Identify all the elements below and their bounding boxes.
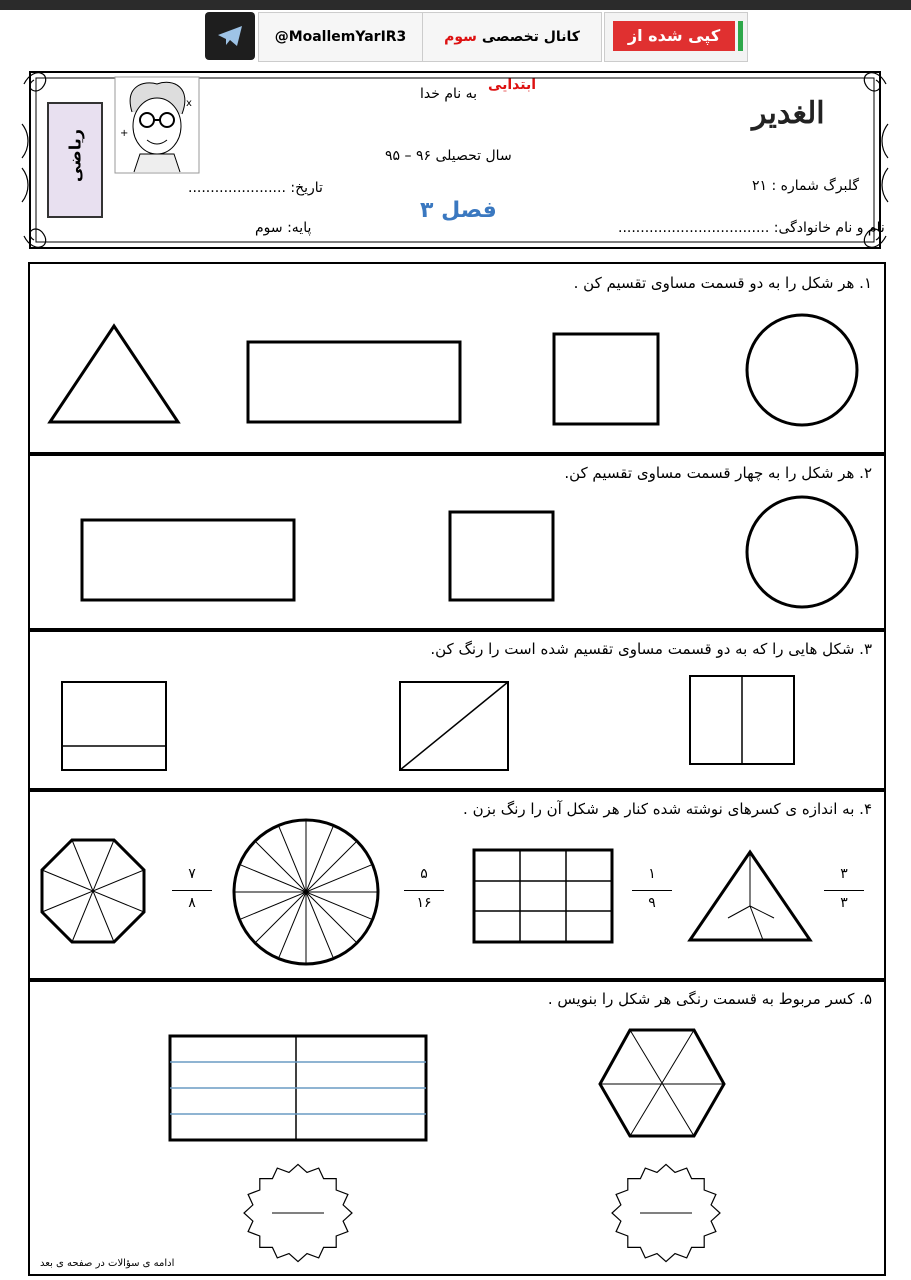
telegram-icon [216,24,244,48]
bismillah: به نام خدا [420,86,478,102]
question-2-shapes [30,454,884,630]
circle-shape [747,315,857,425]
top-bar [0,0,911,10]
copied-from-label: کپی شده از [613,21,735,51]
fraction-numerator: ۳ [840,866,848,882]
fraction-bar [632,890,672,891]
question-2-text: ۲. هر شکل را به چهار قسمت مساوی تقسیم کن. [564,464,872,482]
fraction-bar [404,890,444,891]
question-4-shapes [30,790,884,980]
telegram-badge [205,12,255,60]
channel-handle: @MoallemYarIR3 [258,12,423,62]
subject-label: ریاضی [65,129,85,182]
school-logo: الغدیر [752,96,825,131]
question-1 [28,262,886,456]
fraction-denominator: ۳ [840,895,848,911]
fraction-seven-eighths [172,866,212,915]
rectangle-ninths [474,850,612,942]
fraction-numerator: ۵ [420,866,428,882]
fraction-numerator: ۷ [188,866,196,882]
rectangle-unequal-split [62,682,166,770]
subject-box [47,102,103,218]
channel-name [422,12,602,93]
circle-sixteenths [234,820,378,964]
octagon-eighths [42,840,144,942]
question-5-shapes [30,980,884,1274]
date-label: تاریخ: ...................... [188,180,323,196]
question-3-shapes [30,630,884,790]
accent-stripe [738,21,743,51]
rectangle-vertical-split [690,676,794,764]
hexagon-sixths [600,1030,724,1136]
fraction-numerator: ۱ [648,866,656,882]
fraction-five-sixteenths [404,866,444,915]
triangle-thirds [690,852,810,940]
circle-shape [747,497,857,607]
question-4-text: ۴. به اندازه ی کسرهای نوشته شده کنار هر شکل آن را رنگ بزن . [463,800,872,818]
fraction-bar [824,890,864,891]
svg-text:x: x [186,98,192,109]
question-4 [28,788,886,982]
copied-from-badge [604,12,748,62]
chapter-title: فصل ۳ [420,198,497,223]
fraction-denominator: ۸ [188,895,196,911]
fraction-denominator: ۱۶ [416,895,432,911]
answer-burst-left [244,1164,352,1261]
channel-prefix: کانال تخصصی [481,29,580,45]
student-name-label: نام و نام خانوادگی: .................................. [618,220,885,236]
question-3 [28,628,886,792]
triangle-shape [50,326,178,422]
continued-note: ادامه ی سؤالات در صفحه ی بعد [40,1258,175,1269]
fraction-denominator: ۹ [648,895,656,911]
fraction-three-thirds [824,866,864,915]
question-1-text: ۱. هر شکل را به دو قسمت مساوی تقسیم کن . [573,274,872,292]
square-shape [554,334,658,424]
rectangle-eighths [170,1036,426,1140]
sheet-number: گلبرگ شماره : ۲۱ [752,178,860,194]
fraction-bar [172,890,212,891]
rectangle-shape [248,342,460,422]
student-cartoon-icon [114,76,200,174]
svg-text:+: + [120,128,129,139]
rectangle-diagonal-split [400,682,508,770]
square-shape [450,512,553,600]
channel-grade: سوم ابتدایی [444,29,537,93]
question-2 [28,452,886,632]
answer-burst-right [612,1164,720,1261]
question-1-shapes [30,264,884,454]
question-5-text: ۵. کسر مربوط به قسمت رنگی هر شکل را بنویس . [547,990,872,1008]
grade-label: پایه: سوم [255,220,312,236]
question-5 [28,978,886,1276]
fraction-one-ninth [632,866,672,915]
rectangle-shape [82,520,294,600]
question-3-text: ۳. شکل هایی را که به دو قسمت مساوی تقسیم شده است را رنگ کن. [430,640,872,658]
school-year: سال تحصیلی ۹۶ – ۹۵ [385,148,512,164]
